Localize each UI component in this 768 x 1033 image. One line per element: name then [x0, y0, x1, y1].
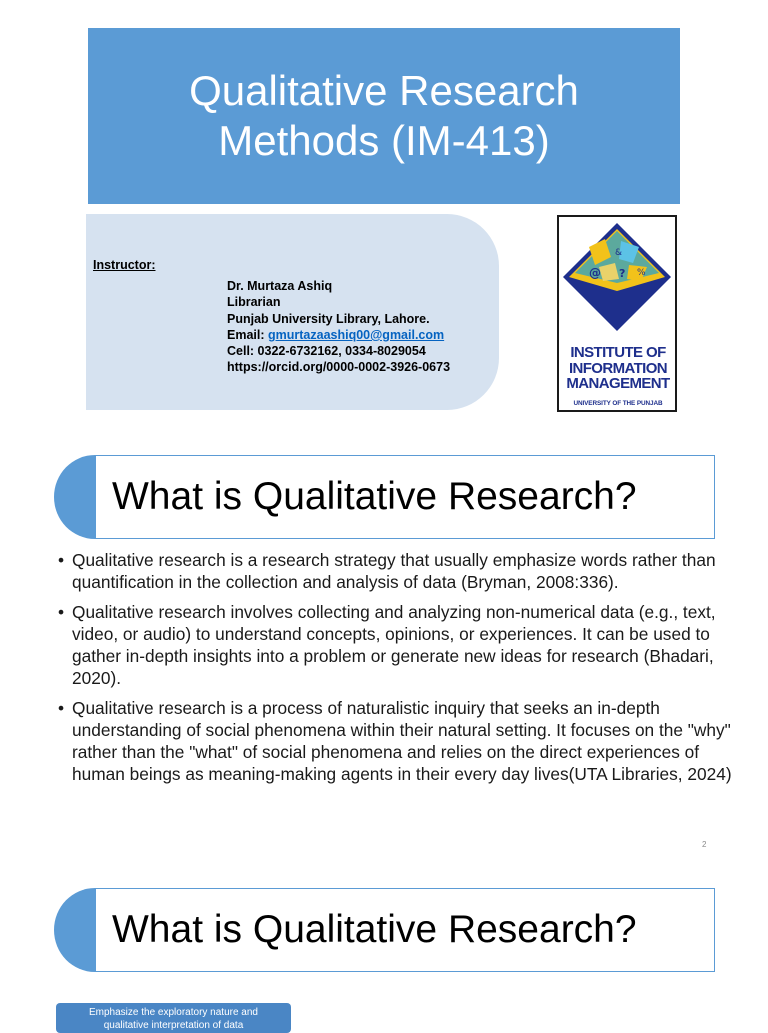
svg-text:%: % — [637, 268, 646, 278]
bullet-item: • Qualitative research is a research strategy that usually emphasize words rather than quantification in the collection and analysis of data (Bryman, 2008:336). — [55, 549, 735, 593]
slide-title-box — [88, 28, 680, 204]
logo-emblem-icon — [559, 217, 675, 347]
instructor-panel — [86, 214, 499, 410]
instructor-role: Librarian — [227, 295, 281, 310]
slide-title-line-1: Qualitative Research — [189, 67, 579, 114]
svg-text:&: & — [615, 248, 623, 258]
svg-text:?: ? — [619, 267, 626, 280]
instructor-affiliation: Punjab University Library, Lahore. — [227, 311, 430, 326]
logo-line-2: INFORMATION — [568, 359, 668, 377]
instructor-details — [227, 278, 450, 376]
section-heading-box — [95, 455, 715, 539]
section-heading-box — [95, 888, 715, 972]
info-chip — [56, 1003, 291, 1033]
chip-line-1: Emphasize the exploratory nature and — [89, 1007, 258, 1018]
slide-title-line-2: Methods (IM-413) — [218, 117, 550, 164]
email-label: Email: — [227, 327, 265, 342]
logo-wordmark — [561, 345, 675, 392]
instructor-name: Dr. Murtaza Ashiq — [227, 279, 333, 293]
definition-bullets — [55, 549, 735, 793]
institute-logo — [557, 215, 677, 412]
instructor-cell: Cell: 0322-6732162, 0334-8029054 — [227, 344, 426, 359]
section-heading: What is Qualitative Research? — [112, 475, 637, 518]
svg-text:@: @ — [589, 266, 601, 280]
instructor-orcid: https://orcid.org/0000-0002-3926-0673 — [227, 360, 451, 375]
logo-line-3: MANAGEMENT — [566, 375, 670, 392]
logo-subtitle: UNIVERSITY OF THE PUNJAB — [573, 400, 663, 407]
bullet-item: • Qualitative research involves collecting and analyzing non-numerical data (e.g., text, video, or audio) to understand concepts, opinions, or experiences. It can be used to gather in-depth insights into a problem or generate new ideas for research (Bhadari, 2020). — [55, 601, 735, 689]
instructor-email-row — [227, 327, 450, 343]
section-heading: What is Qualitative Research? — [112, 908, 637, 951]
logo-line-1: INSTITUTE OF — [570, 344, 666, 361]
page-number: 2 — [702, 840, 707, 849]
instructor-label: Instructor: — [93, 258, 156, 272]
chip-line-2: qualitative interpretation of data — [103, 1020, 244, 1031]
email-link[interactable]: gmurtazaashiq00@gmail.com — [268, 327, 445, 342]
bullet-item: • Qualitative research is a process of naturalistic inquiry that seeks an in-depth understanding of social phenomena within their natural setting. It focuses on the "why" rather than the "what" of social phenomena and relies on the direct experiences of human beings as meaning-making agents in their every day lives(UTA Libraries, 2024) — [55, 697, 735, 785]
